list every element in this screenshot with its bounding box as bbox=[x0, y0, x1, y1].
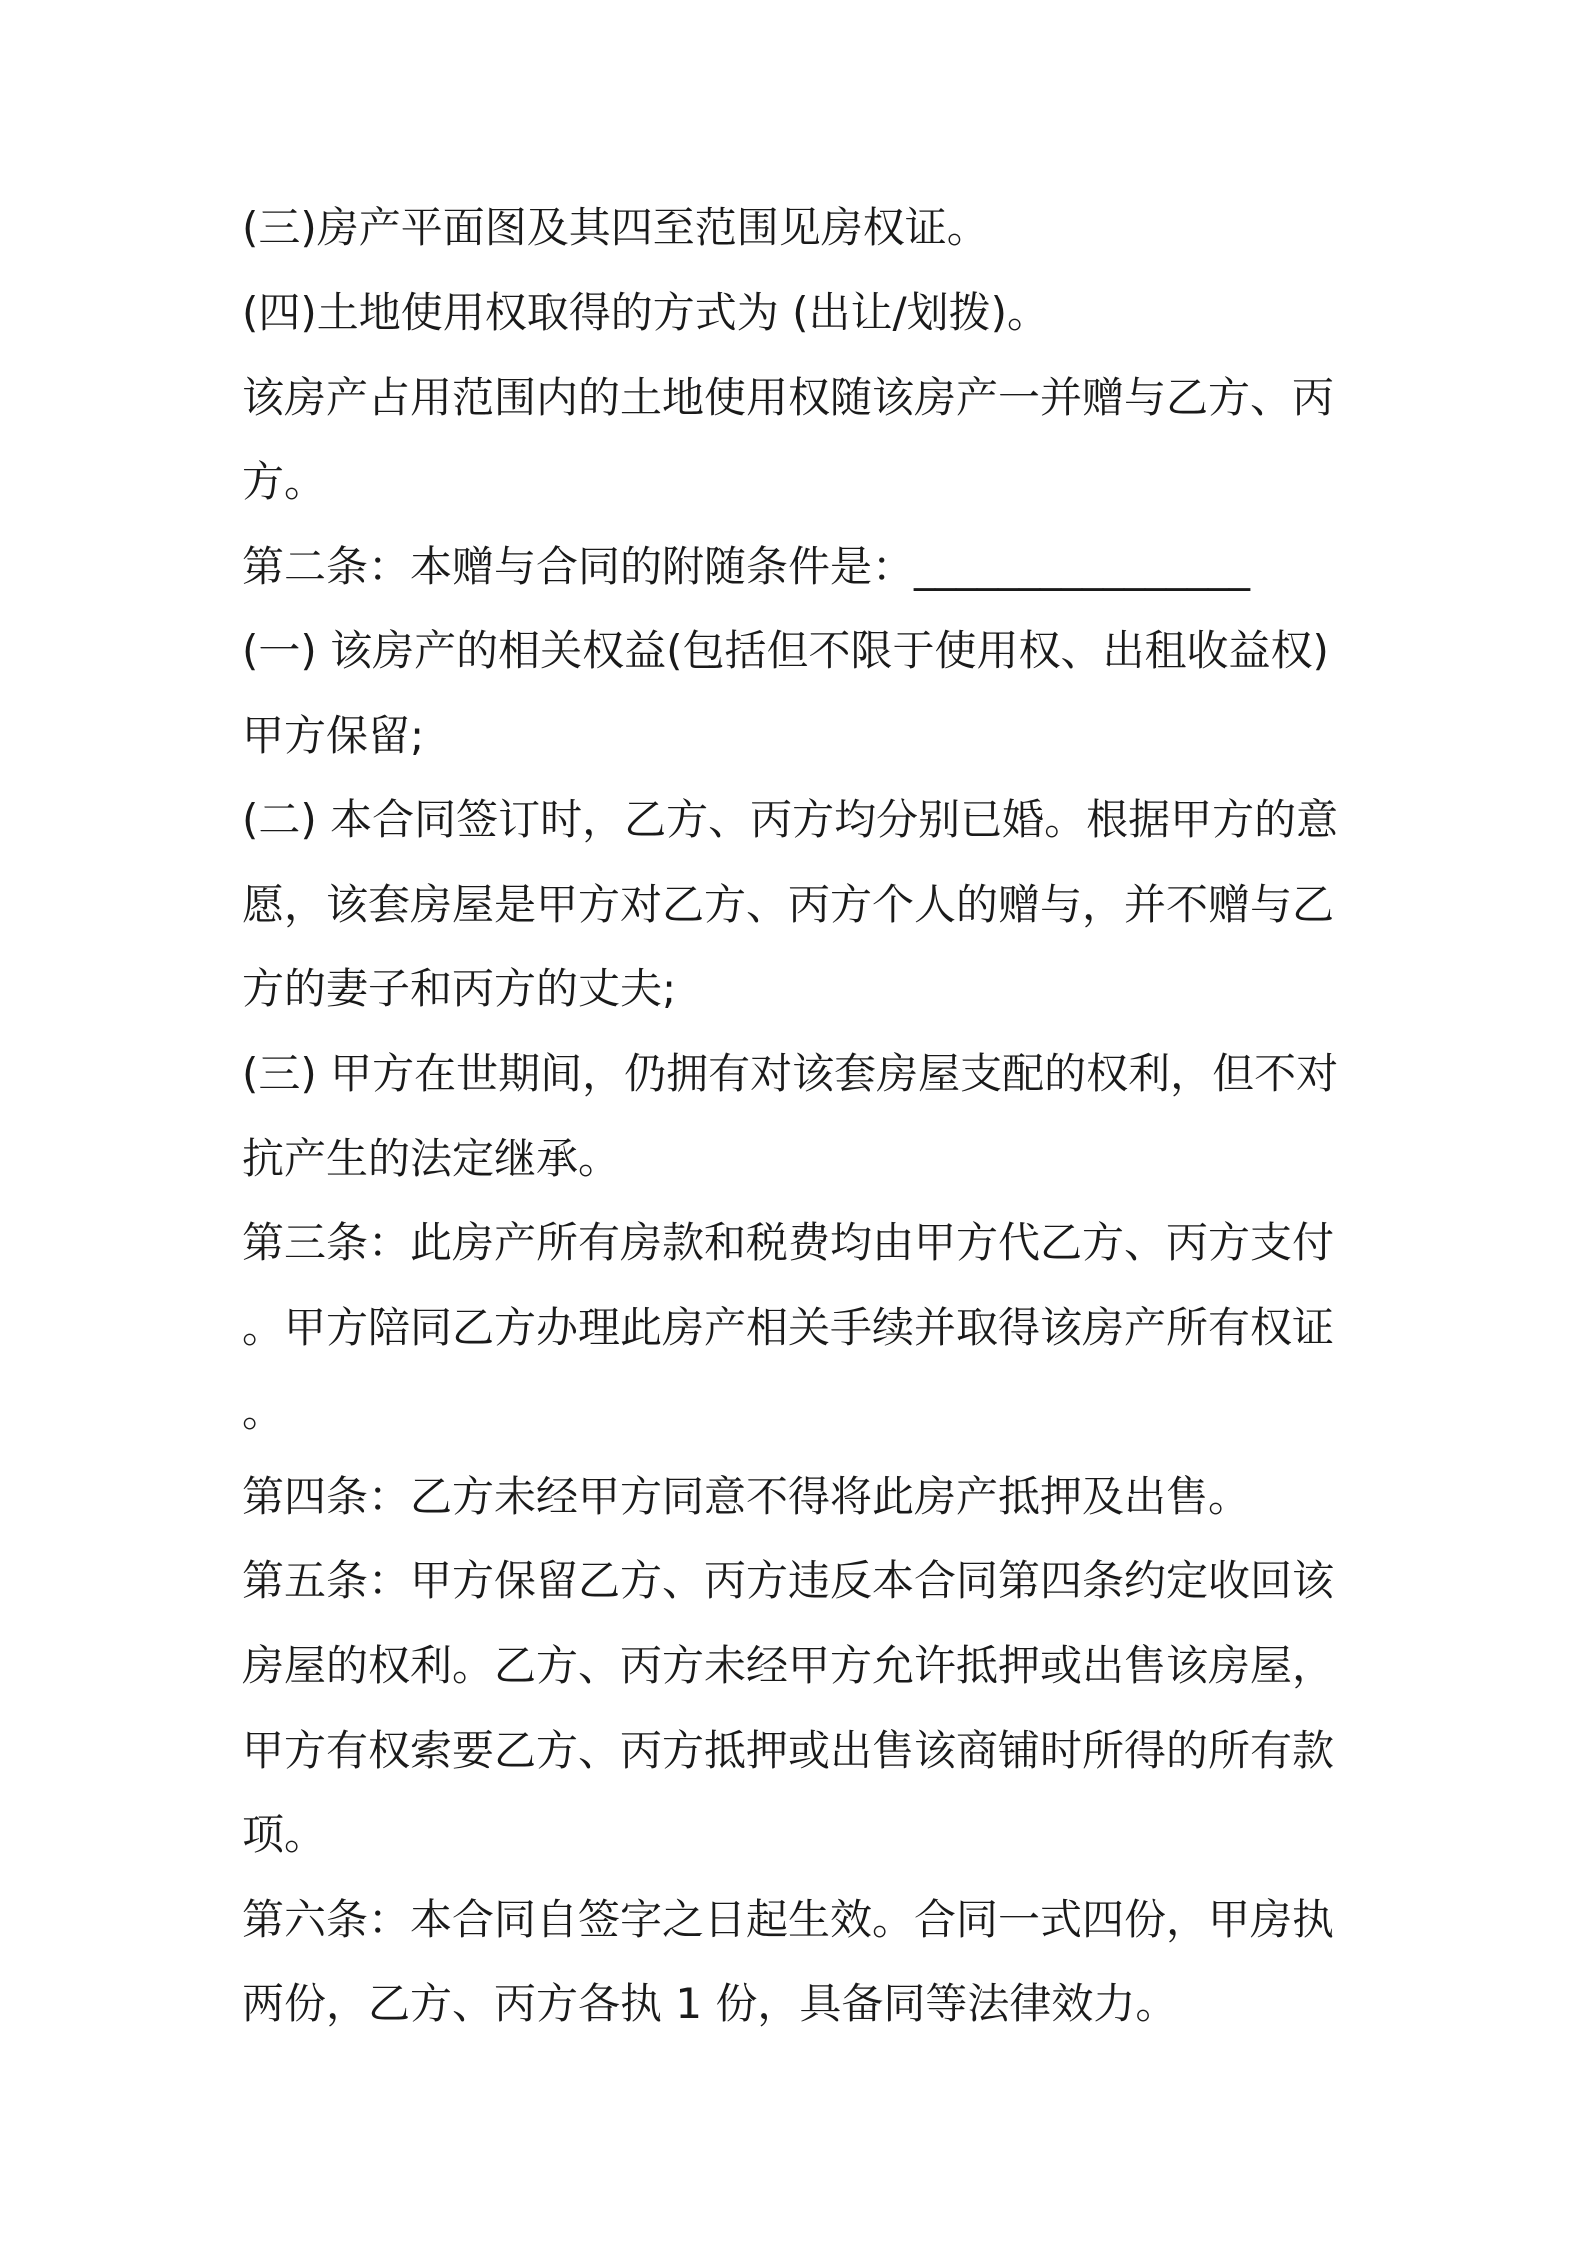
text-line: 甲方保留; bbox=[242, 711, 425, 760]
text-line: 第五条：甲方保留乙方、丙方违反本合同第四条约定收回该 bbox=[242, 1556, 1335, 1605]
text-line: 项。 bbox=[242, 1810, 327, 1859]
text-line: 该房产占用范围内的土地使用权随该房产一并赠与乙方、丙 bbox=[242, 373, 1335, 422]
text-line: 甲方有权索要乙方、丙方抵押或出售该商铺时所得的所有款 bbox=[242, 1726, 1335, 1775]
text-line: 第六条：本合同自签字之日起生效。合同一式四份，甲房执 bbox=[242, 1895, 1335, 1944]
text-line: (三) 甲方在世期间，仍拥有对该套房屋支配的权利，但不对 bbox=[242, 1049, 1339, 1098]
text-line: 房屋的权利。乙方、丙方未经甲方允许抵押或出售该房屋， bbox=[242, 1641, 1335, 1690]
text-line: 。甲方陪同乙方办理此房产相关手续并取得该房产所有权证 bbox=[242, 1303, 1335, 1352]
text-line: 第三条：此房产所有房款和税费均由甲方代乙方、丙方支付 bbox=[242, 1218, 1335, 1267]
text-line: 第二条：本赠与合同的附随条件是：________________ bbox=[242, 542, 1251, 591]
text-line: 方。 bbox=[242, 457, 327, 506]
text-line: (一) 该房产的相关权益(包括但不限于使用权、出租收益权) bbox=[242, 626, 1329, 675]
text-line: 两份，乙方、丙方各执 1 份，具备同等法律效力。 bbox=[242, 1979, 1178, 2028]
text-line: 愿，该套房屋是甲方对乙方、丙方个人的赠与，并不赠与乙 bbox=[242, 880, 1335, 929]
text-line: (二) 本合同签订时，乙方、丙方均分别已婚。根据甲方的意 bbox=[242, 795, 1339, 844]
text-line: 抗产生的法定继承。 bbox=[242, 1134, 621, 1183]
text-line: 方的妻子和丙方的丈夫; bbox=[242, 964, 677, 1013]
text-line: (四)土地使用权取得的方式为 (出让/划拨)。 bbox=[242, 288, 1050, 337]
text-line: 第四条：乙方未经甲方同意不得将此房产抵押及出售。 bbox=[242, 1472, 1251, 1521]
text-line: 。 bbox=[242, 1387, 285, 1436]
text-line: (三)房产平面图及其四至范围见房权证。 bbox=[242, 203, 989, 252]
